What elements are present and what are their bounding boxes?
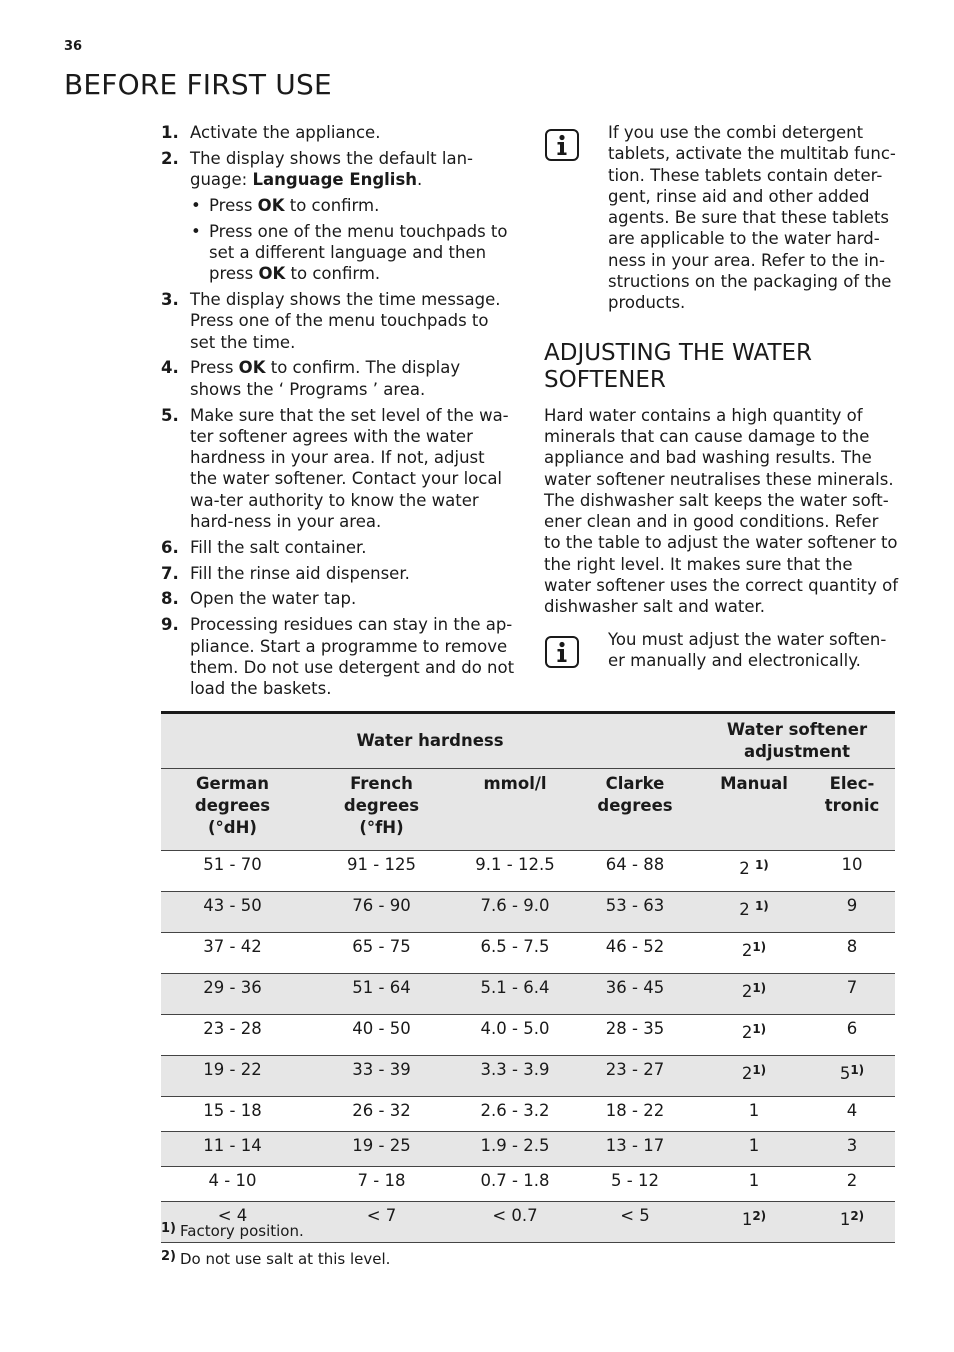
table-row: [161, 892, 895, 933]
step-8: 8. Open the water tap.: [161, 589, 357, 609]
bullet-icon: •: [191, 221, 201, 241]
cell-clarke: < 5: [571, 1202, 699, 1243]
cell-electronic: 1$^{2)}$: [809, 1202, 895, 1243]
header-softener-adjustment: Water softener adjustment: [699, 713, 895, 769]
cell-mmol: 1.9 - 2.5: [459, 1132, 571, 1167]
cell-electronic: 4: [809, 1097, 895, 1132]
cell-mmol: 6.5 - 7.5: [459, 933, 571, 974]
info-note-text: If you use the combi detergent tablets, activate the multitab func-tion. These tablets contain deter-gent, rinse aid and other added agents. Be sure that these tablets are applicable to the water hard-ness in your area. Refer to the in-structions on the packaging of the products.: [608, 123, 896, 313]
header-water-hardness: Water hardness: [161, 713, 699, 769]
step-text: The display shows the default lan- guage: Language English.: [190, 148, 473, 190]
info-note-adjust-manual: [544, 629, 899, 672]
section-title-water-softener: ADJUSTING THE WATER SOFTENER: [544, 339, 813, 393]
cell-german: 23 - 28: [161, 1015, 304, 1056]
table-row: [161, 933, 895, 974]
cell-clarke: 13 - 17: [571, 1132, 699, 1167]
step-text: Fill the salt container.: [190, 537, 367, 557]
cell-french: 19 - 25: [304, 1132, 459, 1167]
cell-german: < 4: [161, 1202, 304, 1243]
header-manual: Manual: [699, 769, 809, 851]
step-2-bullet-2: • Press one of the menu touchpads to set a different language and then press OK to confirm.: [191, 221, 508, 284]
table-column-header-row: [161, 769, 895, 851]
cell-electronic: 5$^{1)}$: [809, 1056, 895, 1097]
cell-mmol: 9.1 - 12.5: [459, 851, 571, 892]
cell-mmol: 4.0 - 5.0: [459, 1015, 571, 1056]
step-6: 6. Fill the salt container.: [161, 537, 367, 557]
cell-clarke: 23 - 27: [571, 1056, 699, 1097]
section-body: Hard water contains a high quantity of minerals that can cause damage to the appliance and bad washing results. The water softener neutralises these minerals. The dishwasher salt keeps the water soft-ener clean and in good conditions. Refer to the table to adjust the water softener to the right level. It makes sure that the water softener uses the correct quantity of dishwasher salt and water.: [544, 405, 899, 617]
cell-french: 76 - 90: [304, 892, 459, 933]
footnote-ref: 1): [752, 940, 767, 954]
info-note-combi-tablets: [544, 122, 899, 314]
footnote-ref: 2): [850, 1209, 865, 1223]
info-icon: [545, 129, 579, 161]
footnote-ref: 1): [752, 1022, 767, 1036]
step-2-bullet-1: • Press OK to confirm.: [191, 195, 380, 215]
cell-clarke: 36 - 45: [571, 974, 699, 1015]
cell-manual: 2$^{1)}$: [699, 974, 809, 1015]
footnote-ref: 2): [752, 1209, 767, 1223]
info-icon: [545, 636, 579, 668]
table-row: [161, 1132, 895, 1167]
cell-clarke: 46 - 52: [571, 933, 699, 974]
footnote-ref: 1): [752, 981, 767, 995]
cell-german: 43 - 50: [161, 892, 304, 933]
cell-clarke: 64 - 88: [571, 851, 699, 892]
footnote-ref: 1): [754, 899, 769, 913]
cell-manual: 2$^{1)}$: [699, 1056, 809, 1097]
footnote-ref: 1): [754, 858, 769, 872]
step-text: The display shows the time message. Press one of the menu touchpads to set the time.: [190, 290, 501, 352]
page-number: 36: [64, 39, 83, 54]
right-column: [544, 122, 899, 671]
cell-mmol: 7.6 - 9.0: [459, 892, 571, 933]
cell-clarke: 18 - 22: [571, 1097, 699, 1132]
table-row: [161, 1015, 895, 1056]
cell-french: 65 - 75: [304, 933, 459, 974]
info-note-text: You must adjust the water soften-er manually and electronically.: [608, 629, 887, 670]
cell-manual: 1: [699, 1132, 809, 1167]
footnote-2: 2) Do not use salt at this level.: [161, 1249, 391, 1268]
cell-german: 15 - 18: [161, 1097, 304, 1132]
cell-german: 37 - 42: [161, 933, 304, 974]
cell-french: < 7: [304, 1202, 459, 1243]
step-4: 4. Press OK to confirm. The display shows the ‘ Programs ’ area.: [161, 358, 461, 399]
cell-mmol: 3.3 - 3.9: [459, 1056, 571, 1097]
cell-french: 7 - 18: [304, 1167, 459, 1202]
cell-clarke: 5 - 12: [571, 1167, 699, 1202]
cell-electronic: 3: [809, 1132, 895, 1167]
cell-electronic: 2: [809, 1167, 895, 1202]
cell-manual: 1: [699, 1167, 809, 1202]
header-german-degrees: German degrees (°dH): [161, 769, 304, 851]
header-french-degrees: French degrees (°fH): [304, 769, 459, 851]
table-row: [161, 851, 895, 892]
steps-list: [161, 122, 516, 704]
cell-french: 91 - 125: [304, 851, 459, 892]
cell-electronic: 7: [809, 974, 895, 1015]
cell-german: 29 - 36: [161, 974, 304, 1015]
step-text: Make sure that the set level of the wa-ter softener agrees with the water hardness in your area. If not, adjust the water softener. Contact your local wa-ter authority to know the water hard-ness in your area.: [190, 405, 509, 532]
table-row: [161, 1056, 895, 1097]
step-1: 1. Activate the appliance.: [161, 123, 381, 142]
cell-manual: 2 $^{1)}$: [699, 892, 809, 933]
header-electronic: Elec- tronic: [809, 769, 895, 851]
cell-electronic: 9: [809, 892, 895, 933]
cell-german: 11 - 14: [161, 1132, 304, 1167]
table-row: [161, 974, 895, 1015]
table-row: [161, 1167, 895, 1202]
cell-french: 51 - 64: [304, 974, 459, 1015]
cell-german: 51 - 70: [161, 851, 304, 892]
cell-french: 40 - 50: [304, 1015, 459, 1056]
cell-manual: 2$^{1)}$: [699, 933, 809, 974]
step-3: 3. The display shows the time message. Press one of the menu touchpads to set the time.: [161, 290, 501, 352]
cell-mmol: < 0.7: [459, 1202, 571, 1243]
cell-french: 33 - 39: [304, 1056, 459, 1097]
table-body: [161, 851, 895, 1243]
cell-mmol: 5.1 - 6.4: [459, 974, 571, 1015]
table-row: [161, 1097, 895, 1132]
step-text: Processing residues can stay in the ap-pliance. Start a programme to remove them. Do not use detergent and do not load the baskets.: [190, 615, 515, 699]
cell-mmol: 2.6 - 3.2: [459, 1097, 571, 1132]
cell-clarke: 53 - 63: [571, 892, 699, 933]
step-9: 9. Processing residues can stay in the ap-pliance. Start a programme to remove them. Do not use detergent and do not load the baskets.: [161, 615, 515, 699]
footnote-ref: 1): [752, 1063, 767, 1077]
footnotes: [161, 1216, 390, 1272]
cell-mmol: 0.7 - 1.8: [459, 1167, 571, 1202]
step-text: Press OK to confirm. The display shows the ‘ Programs ’ area.: [190, 358, 461, 399]
footnote-ref: 1): [850, 1063, 865, 1077]
footnote-1: 1) Factory position.: [161, 1221, 304, 1240]
cell-clarke: 28 - 35: [571, 1015, 699, 1056]
step-7: 7. Fill the rinse aid dispenser.: [161, 563, 410, 583]
cell-german: 4 - 10: [161, 1167, 304, 1202]
cell-electronic: 6: [809, 1015, 895, 1056]
water-hardness-table: [161, 711, 895, 1243]
step-text: Fill the rinse aid dispenser.: [190, 563, 410, 583]
cell-german: 19 - 22: [161, 1056, 304, 1097]
step-text: Open the water tap.: [190, 589, 357, 609]
bullet-icon: •: [191, 195, 201, 215]
header-mmol: mmol/l: [459, 769, 571, 851]
step-2: 2. The display shows the default lan- guage: Language English. • Press OK to confirm. • Press one of the menu touchpads to set a different language and then press OK to confirm.: [161, 148, 516, 285]
page-title: BEFORE FIRST USE: [64, 68, 332, 101]
cell-manual: 2 $^{1)}$: [699, 851, 809, 892]
cell-manual: 2$^{1)}$: [699, 1015, 809, 1056]
table-group-header-row: [161, 713, 895, 769]
step-5: 5. Make sure that the set level of the wa-ter softener agrees with the water hardness in your area. If not, adjust the water softener. Contact your local wa-ter authority to know the water hard-ness in your area.: [161, 405, 509, 532]
cell-manual: 1$^{2)}$: [699, 1202, 809, 1243]
cell-electronic: 8: [809, 933, 895, 974]
header-clarke-degrees: Clarke degrees: [571, 769, 699, 851]
step-text: Activate the appliance.: [190, 123, 381, 142]
cell-french: 26 - 32: [304, 1097, 459, 1132]
cell-manual: 1: [699, 1097, 809, 1132]
cell-electronic: 10: [809, 851, 895, 892]
